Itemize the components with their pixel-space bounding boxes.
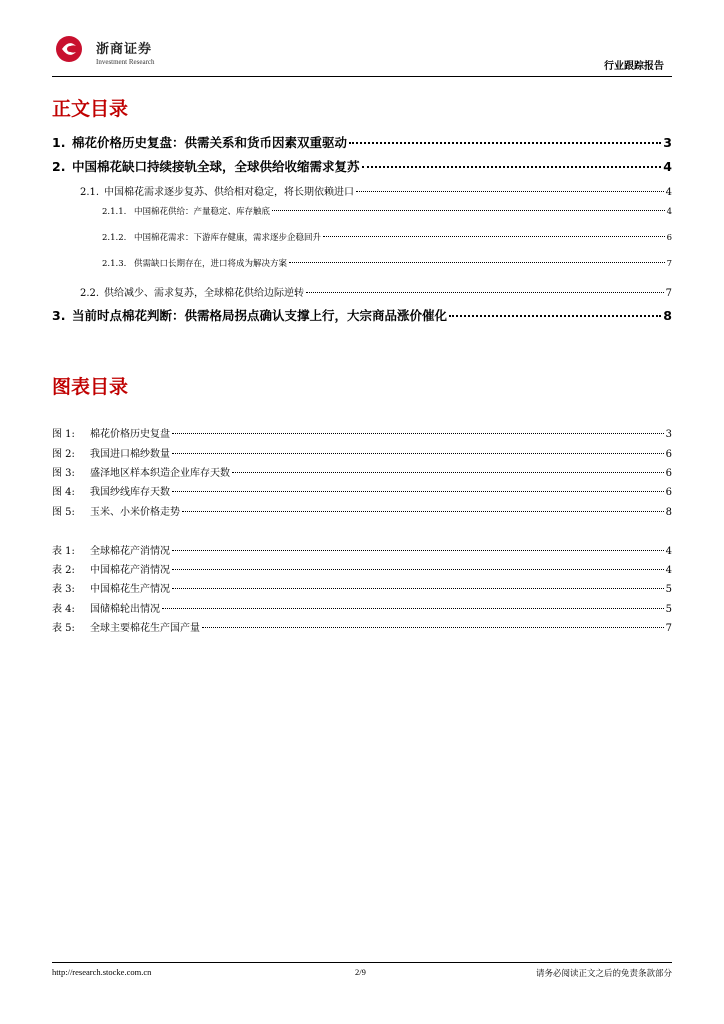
- toc-entry-2[interactable]: [52, 157, 672, 175]
- toc-entry-2-1-1[interactable]: [102, 205, 672, 217]
- toc-entry-page: 7: [666, 259, 672, 269]
- toc-title: 正文目录: [52, 98, 129, 120]
- toc-entry-page: 4: [665, 187, 672, 198]
- table-entry-5[interactable]: [52, 619, 672, 634]
- dot-leader: [172, 433, 664, 434]
- figure-entry-page: 6: [665, 449, 672, 460]
- figure-entry-3[interactable]: [52, 464, 672, 479]
- table-entry-text: 中国棉花产消情况: [90, 565, 170, 576]
- toc-entry-2-1-2[interactable]: [102, 231, 672, 243]
- dot-leader: [172, 569, 664, 570]
- toc-entry-number: 2.1.2.: [102, 233, 127, 243]
- toc-entry-2-1[interactable]: [80, 183, 672, 198]
- figure-entry-page: 8: [665, 507, 672, 518]
- toc-entry-number: 2.1.1.: [102, 207, 127, 217]
- dot-leader: [362, 166, 662, 168]
- table-entry-text: 全球棉花产消情况: [90, 546, 170, 557]
- figure-entry-page: 6: [665, 468, 672, 479]
- toc-entry-1[interactable]: [52, 133, 672, 151]
- figure-entry-2[interactable]: [52, 445, 672, 460]
- figure-entry-text: 我国进口棉纱数量: [90, 449, 170, 460]
- toc-entry-text: 当前时点棉花判断：供需格局拐点确认支撑上行，大宗商品涨价催化: [72, 308, 448, 323]
- dot-leader: [232, 472, 664, 473]
- table-entry-text: 全球主要棉花生产国产量: [90, 623, 200, 634]
- toc-entry-page: 8: [663, 308, 672, 323]
- toc-entry-number: 2.1.: [80, 187, 100, 198]
- dot-leader: [289, 262, 665, 263]
- zheshang-logo-icon: [54, 34, 84, 64]
- figure-entry-number: 图 4:: [52, 487, 75, 498]
- brand-name-cn: 浙商证券: [96, 42, 153, 57]
- table-entry-number: 表 5:: [52, 623, 75, 634]
- dot-leader: [172, 453, 664, 454]
- brand: [96, 38, 155, 66]
- toc-entry-page: 6: [666, 233, 672, 243]
- table-entry-text: 国储棉轮出情况: [90, 604, 160, 615]
- toc-entry-text: 供给减少、需求复苏，全球棉花供给边际逆转: [104, 288, 304, 299]
- dot-leader: [182, 511, 664, 512]
- toc-entry-text: 供需缺口长期存在，进口将成为解决方案: [134, 259, 288, 269]
- brand-name-en: Investment Research: [96, 58, 155, 66]
- report-type: 行业跟踪报告: [604, 61, 664, 72]
- table-entry-number: 表 4:: [52, 604, 75, 615]
- figure-entry-page: 3: [665, 429, 672, 440]
- dot-leader: [449, 315, 661, 317]
- toc-entry-number: 3.: [52, 308, 66, 323]
- figure-entry-number: 图 3:: [52, 468, 75, 479]
- toc-entry-text: 中国棉花需求：下游库存健康，需求逐步企稳回升: [134, 233, 322, 243]
- toc-entry-page: 7: [665, 288, 672, 299]
- toc-entry-text: 中国棉花需求逐步复苏、供给相对稳定，将长期依赖进口: [104, 187, 354, 198]
- toc-entry-number: 1.: [52, 135, 66, 150]
- table-entry-3[interactable]: [52, 580, 672, 595]
- toc-entry-text: 棉花价格历史复盘：供需关系和货币因素双重驱动: [72, 135, 348, 150]
- figure-entry-text: 我国纱线库存天数: [90, 487, 170, 498]
- figure-list-title: 图表目录: [52, 376, 129, 398]
- toc-entry-3[interactable]: [52, 306, 672, 324]
- figure-entry-number: 图 2:: [52, 449, 75, 460]
- toc-entry-2-2[interactable]: [80, 284, 672, 299]
- toc-entry-number: 2.2.: [80, 288, 100, 299]
- table-entry-page: 7: [665, 623, 672, 634]
- table-entry-page: 4: [665, 546, 672, 557]
- figure-entry-text: 盛泽地区样本织造企业库存天数: [90, 468, 230, 479]
- dot-leader: [202, 627, 664, 628]
- dot-leader: [172, 550, 664, 551]
- toc-entry-page: 4: [666, 207, 672, 217]
- dot-leader: [162, 608, 664, 609]
- figure-entry-4[interactable]: [52, 483, 672, 498]
- table-entry-number: 表 3:: [52, 584, 75, 595]
- dot-leader: [323, 236, 665, 237]
- toc-entry-number: 2.1.3.: [102, 259, 127, 269]
- figure-entry-1[interactable]: [52, 425, 672, 440]
- toc-entry-text: 中国棉花供给：产量稳定、库存触底: [134, 207, 271, 217]
- footer-disclaimer: 请务必阅读正文之后的免责条款部分: [535, 969, 672, 979]
- table-entry-4[interactable]: [52, 600, 672, 615]
- figure-entry-text: 玉米、小米价格走势: [90, 507, 180, 518]
- page-footer: [52, 962, 672, 979]
- toc-entry-page: 3: [663, 135, 672, 150]
- figure-entry-text: 棉花价格历史复盘: [90, 429, 170, 440]
- dot-leader: [172, 491, 664, 492]
- dot-leader: [306, 292, 664, 293]
- dot-leader: [272, 210, 665, 211]
- dot-leader: [172, 588, 664, 589]
- dot-leader: [356, 191, 664, 192]
- dot-leader: [349, 142, 661, 144]
- figure-entry-5[interactable]: [52, 503, 672, 518]
- figure-entry-number: 图 5:: [52, 507, 75, 518]
- page-header: [52, 30, 672, 77]
- table-entry-1[interactable]: [52, 542, 672, 557]
- table-entry-2[interactable]: [52, 561, 672, 576]
- page-number: 2/9: [355, 967, 366, 977]
- toc-entry-text: 中国棉花缺口持续接轨全球，全球供给收缩需求复苏: [72, 159, 360, 174]
- table-entry-number: 表 2:: [52, 565, 75, 576]
- figure-entry-number: 图 1:: [52, 429, 75, 440]
- figure-entry-page: 6: [665, 487, 672, 498]
- table-entry-page: 5: [665, 584, 672, 595]
- toc-entry-2-1-3[interactable]: [102, 257, 672, 269]
- table-entry-page: 4: [665, 565, 672, 576]
- footer-url[interactable]: http://research.stocke.com.cn: [52, 967, 152, 977]
- table-entry-page: 5: [665, 604, 672, 615]
- table-entry-text: 中国棉花生产情况: [90, 584, 170, 595]
- table-entry-number: 表 1:: [52, 546, 75, 557]
- toc-entry-number: 2.: [52, 159, 66, 174]
- toc-entry-page: 4: [663, 159, 672, 174]
